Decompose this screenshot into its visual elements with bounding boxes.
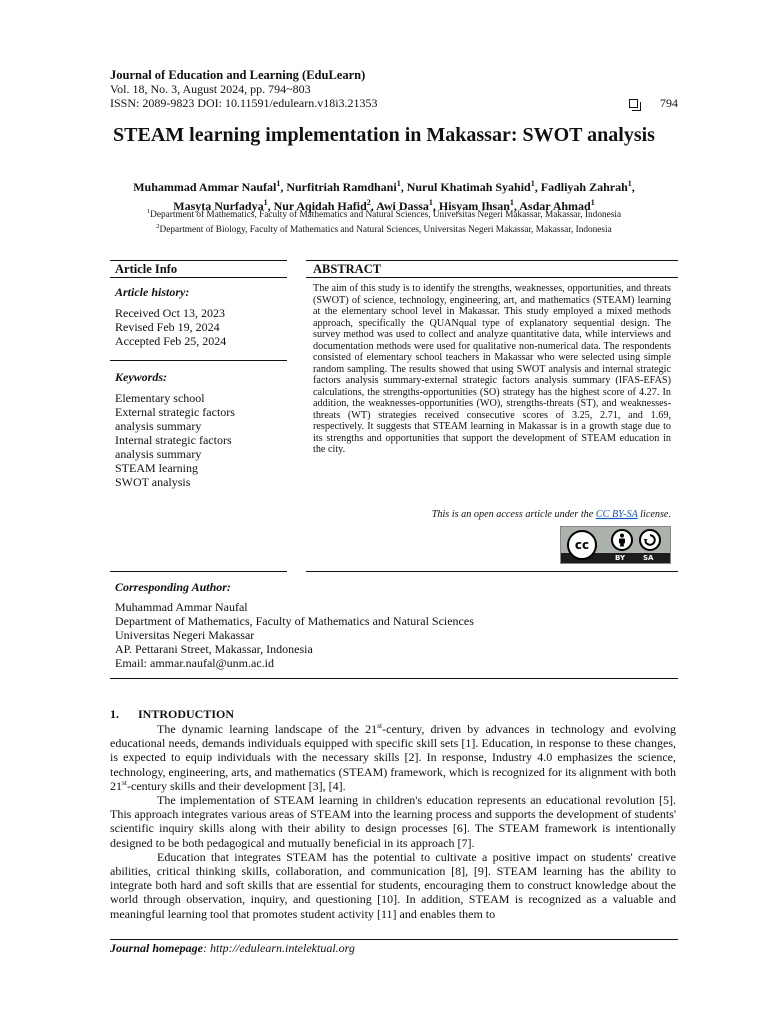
author-separator: , xyxy=(400,180,407,194)
by-label: BY xyxy=(615,554,626,562)
history-bottom-rule xyxy=(110,360,287,361)
author-separator: , xyxy=(280,180,287,194)
cc-by-sa-badge[interactable] xyxy=(560,526,671,564)
author-affiliation-marker: 1 xyxy=(590,198,595,207)
corresponding-name: Muhammad Ammar Naufal xyxy=(115,600,248,614)
corresponding-email: Email: ammar.naufal@unm.ac.id xyxy=(115,656,274,670)
author-separator: , xyxy=(513,199,520,213)
author-affiliation-marker: 1 xyxy=(428,198,433,207)
license-note xyxy=(432,509,671,520)
section-title: INTRODUCTION xyxy=(138,707,235,721)
author-affiliation-marker: 2 xyxy=(366,198,371,207)
author-line-1 xyxy=(90,176,678,195)
author-affiliation-marker: 1 xyxy=(263,198,268,207)
author-name: Fadliyah Zahrah xyxy=(540,180,628,194)
keyword-item: SWOT analysis xyxy=(115,475,191,489)
author-name: Nur Aqidah Hafid xyxy=(273,199,367,213)
abstract-heading-rule xyxy=(306,277,678,278)
square-bullet-icon xyxy=(629,99,638,108)
author-affiliation-marker: 1 xyxy=(530,179,535,188)
corresponding-heading: Corresponding Author: xyxy=(115,580,231,594)
history-item: Revised Feb 19, 2024 xyxy=(115,320,220,334)
abstract-heading: ABSTRACT xyxy=(313,262,382,276)
abstract-text: The aim of this study is to identify the strengths, weaknesses, opportunities, and threats (SWOT) of science, technology, engineering, art, and mathematics (STEAM) learning at the elementary school level in Makassar. This study employed a mixed methods approach, specifically the QUANqual type of explanatory sequential design. The survey method was used to collect and analyze quantitative data, while interviews and documentation methods were used for qualitative non-numerical data. The respondents consisted of elementary school teachers in Makassar who were selected using simple random sampling. The results showed that using SWOT analysis and internal strategic factors analysis summary-external strategic factors analysis summary (IFAS-EFAS) calculations, the strengths-opportunities (SO) strategy has the highest score of 4.27. In addition, the weaknesses-opportunities (WO), strengths-threats (ST), and weaknesses-threats (WT) strategies received consecutive scores of 3.25, 2.71, and 1.69, respectively. It suggests that STEAM learning in Makassar is in a growth stage due to its strengths and opportunities that support the development of STEAM education in the city. xyxy=(313,283,671,455)
history-item: Received Oct 13, 2023 xyxy=(115,306,225,320)
paragraph-text: -century skills and their development [3], [4]. xyxy=(127,778,346,793)
abstract-bottom-rule xyxy=(306,571,678,572)
affiliation-marker: 1 xyxy=(146,208,151,215)
keywords-bottom-rule xyxy=(110,571,287,572)
author-separator: , xyxy=(534,180,541,194)
paragraph-text: The dynamic learning landscape of the 21 xyxy=(157,722,378,736)
affiliation-1 xyxy=(90,206,678,221)
footer-label: Journal homepage xyxy=(110,941,204,955)
abstract-top-rule xyxy=(306,260,678,261)
author-separator: , xyxy=(370,199,377,213)
license-prefix: This is an open access article under the xyxy=(431,509,596,520)
history-item: Accepted Feb 25, 2024 xyxy=(115,334,227,348)
affiliation-text: Department of Biology, Faculty of Mathematics and Natural Sciences, Universitas Negeri Makassar, Makassar, Indonesia xyxy=(159,225,612,236)
keywords-heading: Keywords: xyxy=(115,370,167,384)
history-heading: Article history: xyxy=(115,285,190,299)
paragraph xyxy=(110,850,676,921)
author-name: Hisyam Ihsan xyxy=(438,199,510,213)
share-alike-icon xyxy=(639,529,661,551)
author-separator: , xyxy=(432,199,439,213)
superscript: st xyxy=(122,777,128,787)
journal-homepage-footer xyxy=(110,941,355,956)
keyword-item: analysis summary xyxy=(115,419,202,433)
affiliation-2 xyxy=(90,221,678,236)
share-alike-glyph xyxy=(643,533,657,547)
article-info-top-rule xyxy=(110,260,287,261)
author-name: Nurfitriah Ramdhani xyxy=(286,180,397,194)
corresponding-university: Universitas Negeri Makassar xyxy=(115,628,255,642)
author-affiliation-marker: 1 xyxy=(627,179,632,188)
paragraph xyxy=(110,722,676,793)
author-separator: , xyxy=(267,199,274,213)
paragraph-text: -century, driven by advances in technology and evolving educational needs, demands individuals equipped with specific skill sets [1]. Education, in response to these changes, is expected to equip individuals with the necessary skills [2]. In response, Industry 4.0 emphasizes the science, technology, engineering, arts, and mathematics (STEAM) framework, which is recognized for its alignment with both 21 xyxy=(110,722,676,793)
affiliations xyxy=(90,206,678,236)
footer-url[interactable]: : http://edulearn.intelektual.org xyxy=(203,941,355,955)
section-heading xyxy=(110,707,234,722)
person-icon xyxy=(611,529,633,551)
footer-rule xyxy=(110,939,678,940)
keyword-item: STEAM learning xyxy=(115,461,198,475)
history-list xyxy=(115,306,226,348)
person-glyph xyxy=(616,533,628,547)
keyword-item: Elementary school xyxy=(115,391,205,405)
author-affiliation-marker: 1 xyxy=(396,179,401,188)
paper-title: STEAM learning implementation in Makassar: SWOT analysis xyxy=(113,124,655,146)
paragraph-text: The implementation of STEAM learning in children's education represents an educational revolution [5]. This approach integrates various areas of STEAM into the learning process and supports the development of students' scientific inquiry skills along with their ability to design processes [6]. The STEAM framework is intentionally designed to be both pedagogical and mutually beneficial in its approach [7]. xyxy=(110,793,676,850)
cc-by-sa-link[interactable]: CC BY-SA xyxy=(595,509,638,520)
author-name: Awi Dassa xyxy=(376,199,429,213)
keyword-item: Internal strategic factors xyxy=(115,433,232,447)
creative-commons-icon: cc xyxy=(567,530,597,560)
license-suffix: license. xyxy=(637,509,671,520)
paragraph xyxy=(110,793,676,850)
superscript: st xyxy=(377,721,383,730)
paragraph-text: Education that integrates STEAM has the potential to cultivate a positive impact on students' creative abilities, critical thinking skills, collaboration, and communication [8], [9]. STEAM learning has the ability to integrate both hard and soft skills that are essential for students, encouraging them to construct knowledge about the world through observation, inquiry, and questioning [10]. In addition, STEAM is recognized as a valuable and meaningful learning tool that promotes student activity [11] and enables them to xyxy=(110,849,676,921)
header-page-info xyxy=(629,96,678,111)
sa-label: SA xyxy=(643,554,654,562)
author-affiliation-marker: 1 xyxy=(276,179,281,188)
corresponding-department: Department of Mathematics, Faculty of Mathematics and Natural Sciences xyxy=(115,614,474,628)
journal-name: Journal of Education and Learning (EduLearn) xyxy=(110,68,366,82)
author-name: Nurul Khatimah Syahid xyxy=(406,180,531,194)
author-affiliation-marker: 1 xyxy=(509,198,514,207)
keyword-item: analysis summary xyxy=(115,447,202,461)
journal-header xyxy=(110,68,678,110)
corresponding-bottom-rule xyxy=(110,678,678,679)
introduction-body xyxy=(110,722,676,921)
corresponding-author-block xyxy=(115,600,474,670)
article-info-heading-rule xyxy=(110,277,287,278)
corresponding-address: AP. Pettarani Street, Makassar, Indonesia xyxy=(115,642,313,656)
page-number: 794 xyxy=(660,96,678,110)
volume-line: Vol. 18, No. 3, August 2024, pp. 794~803 xyxy=(110,82,311,96)
affiliation-text: Department of Mathematics, Faculty of Mathematics and Natural Sciences, Universitas Negeri Makassar, Makassar, Indonesia xyxy=(150,210,622,221)
keyword-item: External strategic factors xyxy=(115,405,235,419)
author-name: Asdar Ahmad xyxy=(519,199,591,213)
article-info-heading: Article Info xyxy=(115,262,178,276)
keywords-list xyxy=(115,391,235,489)
author-separator: , xyxy=(631,180,635,194)
issn-line: ISSN: 2089-9823 DOI: 10.11591/edulearn.v18i3.21353 xyxy=(110,96,378,110)
affiliation-marker: 2 xyxy=(156,223,160,231)
author-name: Muhammad Ammar Naufal xyxy=(133,180,277,194)
section-number: 1. xyxy=(110,707,119,721)
author-name: Masyta Nurfadya xyxy=(173,199,264,213)
